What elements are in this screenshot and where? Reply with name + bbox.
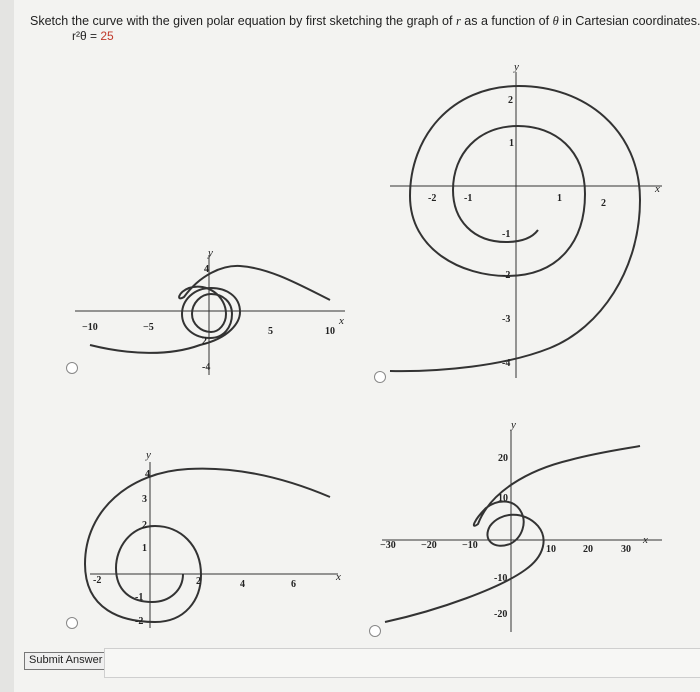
- axis-label-y: y: [146, 449, 151, 461]
- question-text: Sketch the curve with the given polar equation by first sketching the graph of r as a function of θ in Cartesian coordinates.: [30, 14, 700, 28]
- axis-label-x: x: [655, 183, 660, 195]
- graph-option-2: [390, 72, 662, 378]
- graph-option-4: [382, 430, 662, 632]
- tick-label: 10: [325, 326, 335, 337]
- tick-label: 5: [268, 326, 273, 337]
- tick-label: 2: [202, 336, 207, 347]
- axis-label-y: y: [208, 247, 213, 259]
- axis-label-y: y: [511, 419, 516, 431]
- tick-label: 6: [291, 579, 296, 590]
- tick-label: -1: [502, 229, 511, 240]
- radio-option-1[interactable]: [66, 362, 78, 374]
- tick-label: 20: [583, 544, 593, 555]
- tick-label: −5: [143, 322, 154, 333]
- tick-label: 1: [142, 543, 147, 554]
- tick-label: −20: [421, 540, 437, 551]
- tick-label: -2: [502, 270, 511, 281]
- tick-label: 2: [142, 520, 147, 531]
- tick-label: 30: [621, 544, 631, 555]
- tick-label: -4: [502, 358, 511, 369]
- tick-label: -20: [494, 609, 508, 620]
- tick-label: 2: [601, 198, 606, 209]
- radio-option-3[interactable]: [66, 617, 78, 629]
- tick-label: 2: [196, 576, 201, 587]
- axis-label-y: y: [514, 61, 519, 73]
- graph-option-1: [75, 255, 345, 375]
- tick-label: −10: [82, 322, 98, 333]
- submit-answer-button[interactable]: Submit Answer: [24, 652, 107, 670]
- tick-label: -1: [135, 592, 144, 603]
- tick-label: -2: [135, 616, 144, 627]
- tick-label: 3: [142, 494, 147, 505]
- tick-label: 4: [145, 469, 150, 480]
- graph-option-3: [85, 462, 338, 628]
- tick-label: −10: [462, 540, 478, 551]
- tick-label: 1: [509, 138, 514, 149]
- axis-label-x: x: [336, 571, 341, 583]
- axis-label-x: x: [339, 315, 344, 327]
- tick-label: 20: [498, 453, 508, 464]
- tick-label: -3: [502, 314, 511, 325]
- tick-label: 4: [204, 264, 209, 275]
- axis-label-x: x: [643, 534, 648, 546]
- tick-label: -10: [494, 573, 508, 584]
- tick-label: -2: [428, 193, 437, 204]
- tick-label: −30: [380, 540, 396, 551]
- tick-label: -2: [93, 575, 102, 586]
- tick-label: 10: [546, 544, 556, 555]
- tick-label: 2: [508, 95, 513, 106]
- tick-label: 10: [498, 493, 508, 504]
- tick-label: -1: [464, 193, 473, 204]
- answer-feedback-area: [104, 648, 700, 678]
- tick-label: 1: [557, 193, 562, 204]
- radio-option-2[interactable]: [374, 371, 386, 383]
- radio-option-4[interactable]: [369, 625, 381, 637]
- tick-label: -4: [202, 362, 211, 373]
- tick-label: 4: [240, 579, 245, 590]
- polar-equation: r²θ = 25: [72, 29, 114, 43]
